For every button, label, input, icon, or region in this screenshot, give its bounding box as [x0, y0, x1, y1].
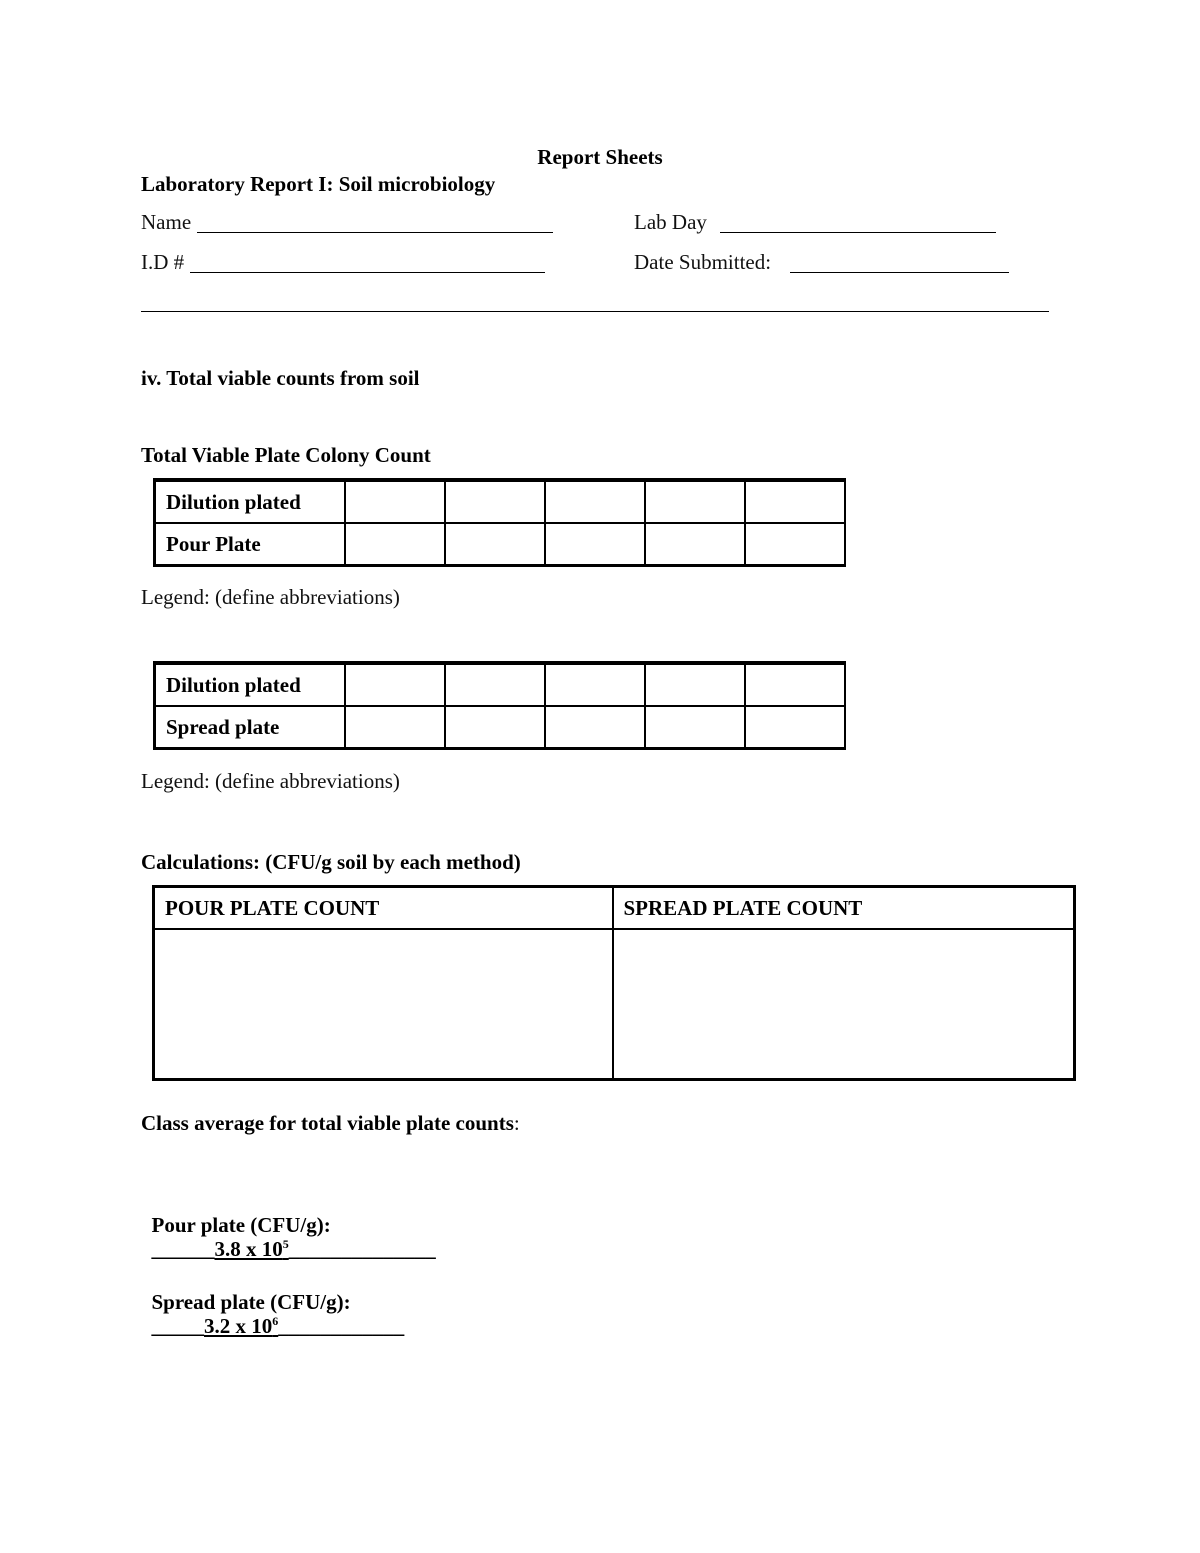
table-cell[interactable]: [745, 523, 845, 566]
table-row: [154, 929, 1075, 1080]
table-header-row: [154, 887, 1075, 930]
spread-plate-calc-cell[interactable]: [613, 929, 1075, 1080]
calculations-table: [152, 885, 1076, 1081]
pour-plate-calc-cell[interactable]: [154, 929, 613, 1080]
table-row: [155, 523, 845, 566]
pour-plate-count-table: [153, 478, 846, 567]
table-cell[interactable]: [445, 523, 545, 566]
spread-plate-pre-line: _____: [151, 1314, 204, 1338]
table-cell[interactable]: [345, 523, 445, 566]
calculations-heading: Calculations: (CFU/g soil by each method): [141, 850, 521, 874]
pour-plate-count-header: POUR PLATE COUNT: [154, 887, 613, 930]
lab-day-field-line[interactable]: [720, 232, 996, 233]
count-heading: Total Viable Plate Colony Count: [141, 443, 431, 467]
table-row: [155, 706, 845, 749]
row-label-spread-plate: Spread plate: [155, 706, 345, 749]
spread-plate-average: [141, 1266, 404, 1338]
row-label-dilution: Dilution plated: [155, 480, 345, 523]
table-cell[interactable]: [345, 480, 445, 523]
date-submitted-label: Date Submitted:: [634, 250, 772, 274]
table-cell[interactable]: [645, 663, 745, 706]
legend-2: Legend: (define abbreviations): [141, 769, 400, 793]
table-cell[interactable]: [545, 523, 645, 566]
id-field-line[interactable]: [190, 272, 545, 273]
table-cell[interactable]: [445, 480, 545, 523]
spread-plate-value-base: 3.2 x 10: [204, 1314, 273, 1338]
table-row: [155, 663, 845, 706]
section-heading: iv. Total viable counts from soil: [141, 366, 420, 390]
table-cell[interactable]: [545, 663, 645, 706]
spread-plate-post-line: ____________: [278, 1314, 405, 1338]
table-cell[interactable]: [645, 523, 745, 566]
lab-day-label: Lab Day: [634, 210, 707, 234]
row-label-dilution: Dilution plated: [155, 663, 345, 706]
pour-plate-value-exponent: 5: [282, 1237, 289, 1251]
date-submitted-field-line[interactable]: [790, 272, 1009, 273]
table-cell[interactable]: [545, 480, 645, 523]
class-average-colon: :: [513, 1111, 520, 1135]
section-divider: [141, 311, 1049, 312]
table-cell[interactable]: [545, 706, 645, 749]
table-cell[interactable]: [745, 480, 845, 523]
table-cell[interactable]: [345, 663, 445, 706]
table-cell[interactable]: [345, 706, 445, 749]
name-label: Name: [141, 210, 192, 234]
name-field-line[interactable]: [197, 232, 553, 233]
pour-plate-average: [141, 1189, 436, 1261]
pour-plate-label: Pour plate (CFU/g):: [151, 1213, 331, 1237]
spread-plate-value: [204, 1314, 278, 1338]
pour-plate-post-line: ______________: [288, 1237, 436, 1261]
page-title: Report Sheets: [537, 145, 663, 169]
report-subtitle: Laboratory Report I: Soil microbiology: [141, 172, 496, 196]
table-cell[interactable]: [445, 706, 545, 749]
pour-plate-pre-line: ______: [151, 1237, 215, 1261]
table-cell[interactable]: [745, 706, 845, 749]
table-cell[interactable]: [645, 706, 745, 749]
class-average-heading: Class average for total viable plate counts: [141, 1111, 514, 1135]
class-average-heading-line: [141, 1111, 520, 1135]
legend-1: Legend: (define abbreviations): [141, 585, 400, 609]
table-row: [155, 480, 845, 523]
pour-plate-value-base: 3.8 x 10: [214, 1237, 283, 1261]
spread-plate-value-exponent: 6: [272, 1314, 279, 1328]
id-label: I.D #: [141, 250, 185, 274]
table-cell[interactable]: [645, 480, 745, 523]
pour-plate-value: [215, 1237, 289, 1261]
row-label-pour-plate: Pour Plate: [155, 523, 345, 566]
table-cell[interactable]: [745, 663, 845, 706]
table-cell[interactable]: [445, 663, 545, 706]
spread-plate-label: Spread plate (CFU/g):: [151, 1290, 351, 1314]
spread-plate-count-header: SPREAD PLATE COUNT: [613, 887, 1075, 930]
spread-plate-count-table: [153, 661, 846, 750]
